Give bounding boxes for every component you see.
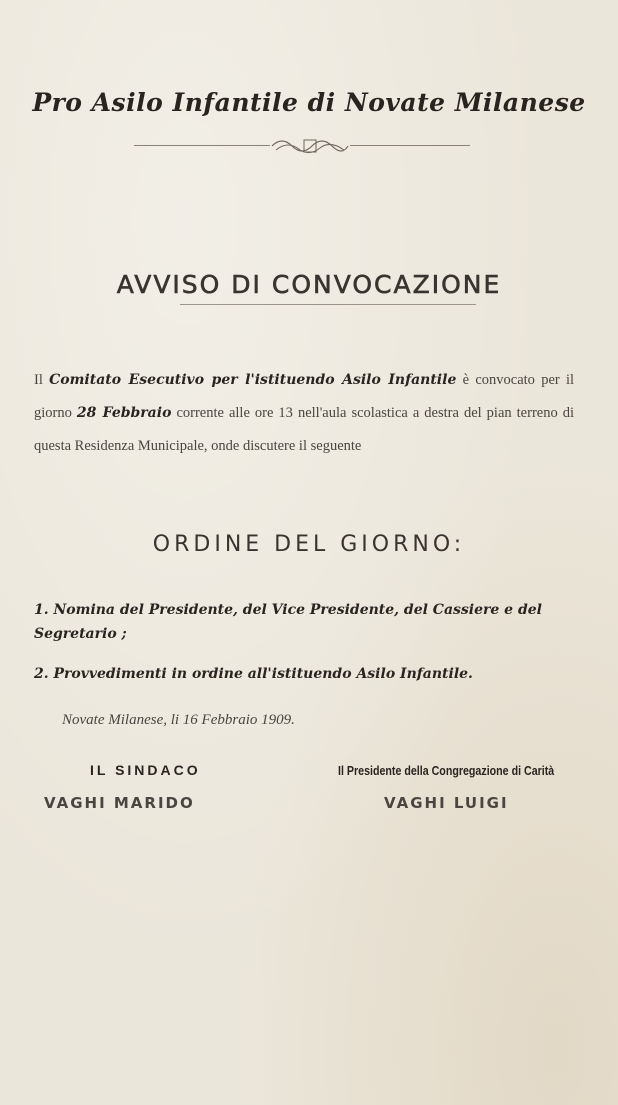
agenda-item: 2. Provvedimenti in ordine all'istituendo Asilo Infantile.	[34, 666, 473, 682]
mayor-name: VAGHI MARIDO	[44, 794, 195, 812]
president-name: VAGHI LUIGI	[384, 794, 509, 812]
ornament-flourish-icon	[268, 136, 352, 156]
body-intro: Il	[34, 372, 43, 388]
place-date: Novate Milanese, li 16 Febbraio 1909.	[62, 712, 295, 728]
notice-heading: AVVISO DI CONVOCAZIONE	[116, 270, 502, 299]
mayor-title: IL SINDACO	[90, 762, 201, 778]
document-title: Pro Asilo Infantile di Novate Milanese	[32, 88, 586, 117]
agenda-item: 1. Nomina del Presidente, del Vice Presidente, del Cassiere e del Segretario ;	[34, 602, 542, 642]
agenda-heading: ORDINE DEL GIORNO:	[152, 532, 466, 557]
body-convened: è convocato per il giorno	[34, 372, 575, 421]
body-date: 28 Febbraio	[76, 405, 172, 421]
ornament-rule-right	[350, 145, 470, 146]
heading-underline	[180, 304, 476, 305]
ornament-rule-left	[134, 145, 270, 146]
notice-body	[34, 364, 574, 463]
body-committee: Comitato Esecutivo per l'istituendo Asilo Infantile	[49, 372, 457, 388]
president-title: Il Presidente della Congregazione di Carità	[338, 763, 555, 778]
body-rest: corrente alle ore 13 nell'aula scolastica a destra del pian terreno di questa Residenza Municipale, onde discutere il seguente	[34, 405, 575, 454]
